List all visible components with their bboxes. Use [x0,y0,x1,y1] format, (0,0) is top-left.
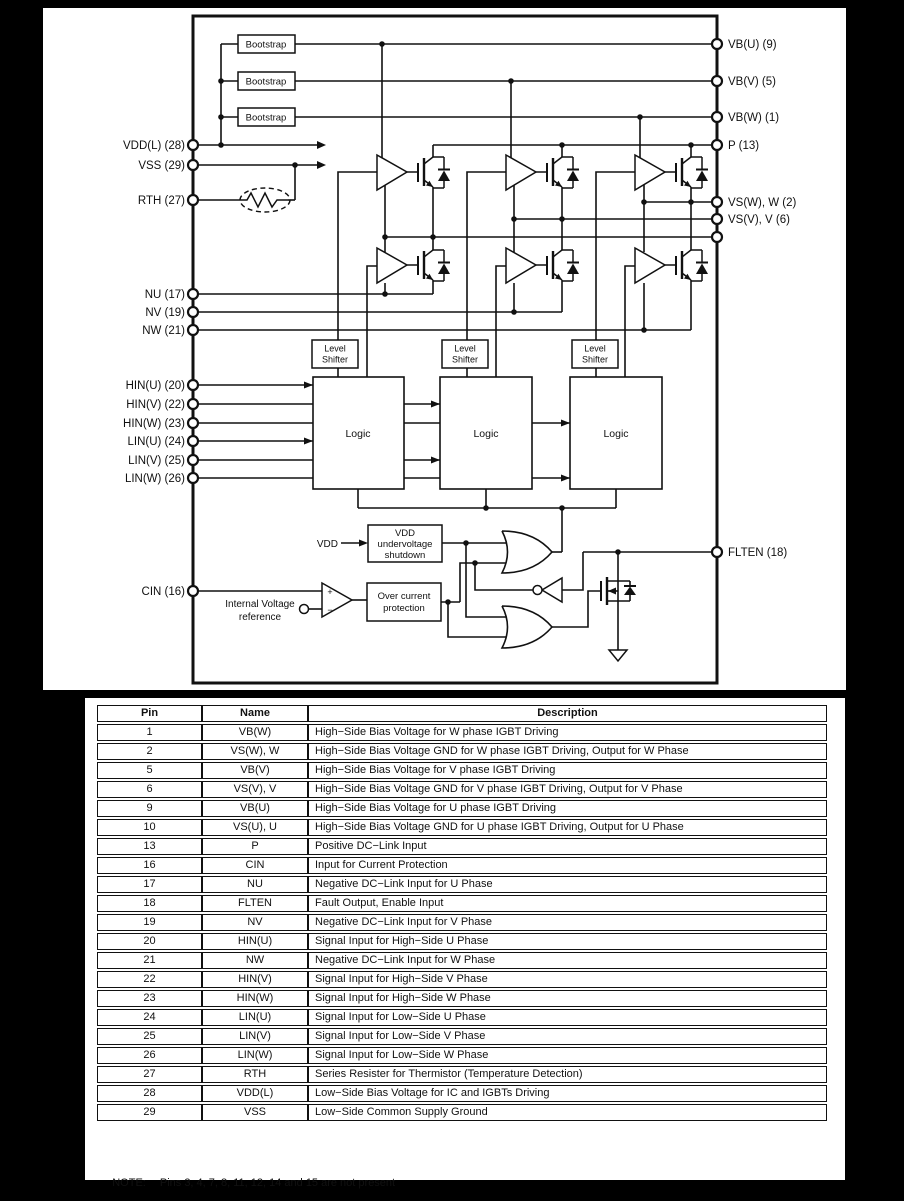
table-cell: 1 [97,724,202,741]
table-cell: High−Side Bias Voltage for V phase IGBT Driving [308,762,827,779]
pin-circle-lin-w [188,473,198,483]
table-cell: Signal Input for High−Side U Phase [308,933,827,950]
table-cell: 16 [97,857,202,874]
level-shifters [312,340,618,368]
table-row [97,724,827,741]
pin-circle-hin-w [188,418,198,428]
level-shifter-label: Shifter [451,354,479,365]
logic-blocks [313,377,662,489]
table-cell: 22 [97,971,202,988]
table-cell: VDD(L) [202,1085,308,1102]
igbt-high-w [635,155,708,190]
pin-circle-vs-v [712,214,722,224]
table-row [97,914,827,931]
table-cell: 20 [97,933,202,950]
bootstrap-blocks [238,35,295,126]
table-row [97,933,827,950]
comparator-minus: − [327,605,333,615]
comparator-plus: + [327,587,333,597]
table-row [97,952,827,969]
pin-circle-vb-v [712,76,722,86]
logic-label: Logic [603,428,629,440]
table-row [97,1009,827,1026]
table-cell: 23 [97,990,202,1007]
table-cell: 25 [97,1028,202,1045]
table-cell: Signal Input for High−Side V Phase [308,971,827,988]
pin-label-nu: NU (17) [144,289,185,301]
table-cell: Negative DC−Link Input for V Phase [308,914,827,931]
table-cell: VB(W) [202,724,308,741]
thermistor-symbol [240,188,290,212]
pin-label-vb-u: VB(U) (9) [728,39,777,51]
table-cell: VS(U), U [202,819,308,836]
uv-shutdown-label: undervoltage [377,539,433,550]
pin-circle-vb-u [712,39,722,49]
reference-terminal [300,605,309,614]
overcurrent-label: protection [383,603,425,614]
or-gate-2 [502,606,552,648]
pin-circle-vb-w [712,112,722,122]
table-cell: VB(V) [202,762,308,779]
table-cell: 5 [97,762,202,779]
uv-shutdown-block [368,525,442,562]
table-cell: 18 [97,895,202,912]
note-label: NOTE: [112,1177,146,1189]
table-cell: Input for Current Protection [308,857,827,874]
internal-voltage-reference-label: Internal Voltage [225,599,295,610]
pin-label-rth: RTH (27) [137,195,185,207]
level-shifter-label: Level [584,343,606,354]
table-note [100,1165,395,1201]
logic-label: Logic [473,428,499,440]
table-cell: HIN(V) [202,971,308,988]
table-row [97,857,827,874]
table-cell: 6 [97,781,202,798]
pin-circle-hin-v [188,399,198,409]
table-cell: RTH [202,1066,308,1083]
ground-symbol [609,650,627,661]
pin-circle-vdd-l [188,140,198,150]
igbt-low-w [635,248,708,283]
pin-circle-cin [188,586,198,596]
pin-circle-vss [188,160,198,170]
internal-voltage-reference-label: reference [238,612,282,623]
block-diagram-panel [43,8,846,690]
bootstrap-label-1: Bootstrap [245,39,287,51]
table-cell: High−Side Bias Voltage for W phase IGBT Driving [308,724,827,741]
table-cell: 2 [97,743,202,760]
header-description: Description [308,705,827,722]
table-cell: Negative DC−Link Input for W Phase [308,952,827,969]
pin-label-p: P (13) [728,140,760,152]
pin-label-lin-u: LIN(U) (24) [127,436,185,448]
uv-shutdown-label: shutdown [384,550,426,561]
table-row [97,895,827,912]
pin-circle-lin-v [188,455,198,465]
table-cell: Signal Input for Low−Side V Phase [308,1028,827,1045]
level-shifter-label: Level [324,343,346,354]
pin-label-lin-w: LIN(W) (26) [124,473,185,485]
pin-circle-rth [188,195,198,205]
table-cell: Fault Output, Enable Input [308,895,827,912]
header-name: Name [202,705,308,722]
table-row [97,990,827,1007]
table-cell: 26 [97,1047,202,1064]
pin-circle-flten [712,547,722,557]
table-cell: VB(U) [202,800,308,817]
circuit-diagram [43,8,846,690]
level-shifter-label: Shifter [321,354,349,365]
igbt-low-u [377,248,450,283]
comparator [300,583,353,617]
pin-label-vss: VSS (29) [138,160,185,172]
inverter [533,578,562,602]
table-row [97,781,827,798]
table-cell: 9 [97,800,202,817]
table-row [97,838,827,855]
logic-label: Logic [345,428,371,440]
pin-circle-nv [188,307,198,317]
table-cell: High−Side Bias Voltage GND for W phase IGBT Driving, Output for W Phase [308,743,827,760]
table-cell: 24 [97,1009,202,1026]
table-row [97,800,827,817]
table-cell: High−Side Bias Voltage for U phase IGBT Driving [308,800,827,817]
pin-description-panel [85,698,845,1189]
pin-circle-hin-u [188,380,198,390]
table-row [97,1066,827,1083]
table-cell: VS(W), W [202,743,308,760]
table-cell: 10 [97,819,202,836]
pin-label-flten: FLTEN (18) [728,547,788,559]
igbt-high-v [506,155,579,190]
bootstrap-label-3: Bootstrap [245,112,287,124]
table-cell: 29 [97,1104,202,1121]
vdd-feed-label: VDD [316,539,338,550]
table-header-row [97,705,827,722]
table-row [97,971,827,988]
table-cell: NW [202,952,308,969]
table-cell: 17 [97,876,202,893]
table-cell: VS(V), V [202,781,308,798]
level-shifter-label: Shifter [581,354,609,365]
pin-label-nv: NV (19) [145,307,185,319]
table-cell: Signal Input for Low−Side W Phase [308,1047,827,1064]
table-cell: Series Resister for Thermistor (Temperature Detection) [308,1066,827,1083]
pin-labels [123,39,797,598]
table-row [97,1047,827,1064]
pin-label-vs-v: VS(V), V (6) [728,214,790,226]
table-row [97,743,827,760]
table-cell: Signal Input for High−Side W Phase [308,990,827,1007]
table-cell: High−Side Bias Voltage GND for U phase IGBT Driving, Output for U Phase [308,819,827,836]
pin-label-cin: CIN (16) [141,586,185,598]
table-cell: 27 [97,1066,202,1083]
header-pin: Pin [97,705,202,722]
table-row [97,1104,827,1121]
table-row [97,762,827,779]
table-cell: VSS [202,1104,308,1121]
table-cell: CIN [202,857,308,874]
pin-label-vb-w: VB(W) (1) [728,112,780,124]
table-cell: HIN(U) [202,933,308,950]
overcurrent-label: Over current [377,591,431,602]
pin-label-vdd-l: VDD(L) (28) [123,140,185,152]
table-cell: Low−Side Bias Voltage for IC and IGBTs Driving [308,1085,827,1102]
table-cell: Positive DC−Link Input [308,838,827,855]
table-cell: 13 [97,838,202,855]
table-cell: LIN(U) [202,1009,308,1026]
table-cell: Low−Side Common Supply Ground [308,1104,827,1121]
pin-circle-nw [188,325,198,335]
pin-label-hin-u: HIN(U) (20) [125,380,185,392]
pin-description-table [97,703,827,1123]
table-cell: High−Side Bias Voltage GND for V phase IGBT Driving, Output for V Phase [308,781,827,798]
bootstrap-label-2: Bootstrap [245,76,287,88]
pin-label-hin-w: HIN(W) (23) [123,418,185,430]
overcurrent-block [367,583,441,621]
pin-circle-vs-w [712,197,722,207]
table-cell: 28 [97,1085,202,1102]
note-text: Pins 3, 4, 7, 8, 11, 12, 14 and 15 are not present [159,1177,396,1189]
table-cell: FLTEN [202,895,308,912]
uv-shutdown-label: VDD [394,528,416,539]
pin-label-vs-w: VS(W), W (2) [728,197,797,209]
pin-label-hin-v: HIN(V) (22) [126,399,185,411]
pin-circle-vs-u [712,232,722,242]
or-gate-1 [502,531,552,573]
table-cell: 21 [97,952,202,969]
table-cell: NV [202,914,308,931]
pin-circle-lin-u [188,436,198,446]
table-cell: LIN(W) [202,1047,308,1064]
table-cell: Negative DC−Link Input for U Phase [308,876,827,893]
pin-circle-nu [188,289,198,299]
table-cell: HIN(W) [202,990,308,1007]
level-shifter-label: Level [454,343,476,354]
table-cell: 19 [97,914,202,931]
igbt-low-v [506,248,579,283]
table-row [97,1028,827,1045]
table-cell: Signal Input for Low−Side U Phase [308,1009,827,1026]
pin-label-nw: NW (21) [142,325,185,337]
table-row [97,876,827,893]
pin-label-vb-v: VB(V) (5) [728,76,776,88]
igbt-high-u [377,155,450,190]
table-cell: NU [202,876,308,893]
pin-label-lin-v: LIN(V) (25) [128,455,185,467]
pin-table-body [97,724,827,1121]
pin-circle-p [712,140,722,150]
table-row [97,1085,827,1102]
table-cell: LIN(V) [202,1028,308,1045]
table-row [97,819,827,836]
table-cell: P [202,838,308,855]
